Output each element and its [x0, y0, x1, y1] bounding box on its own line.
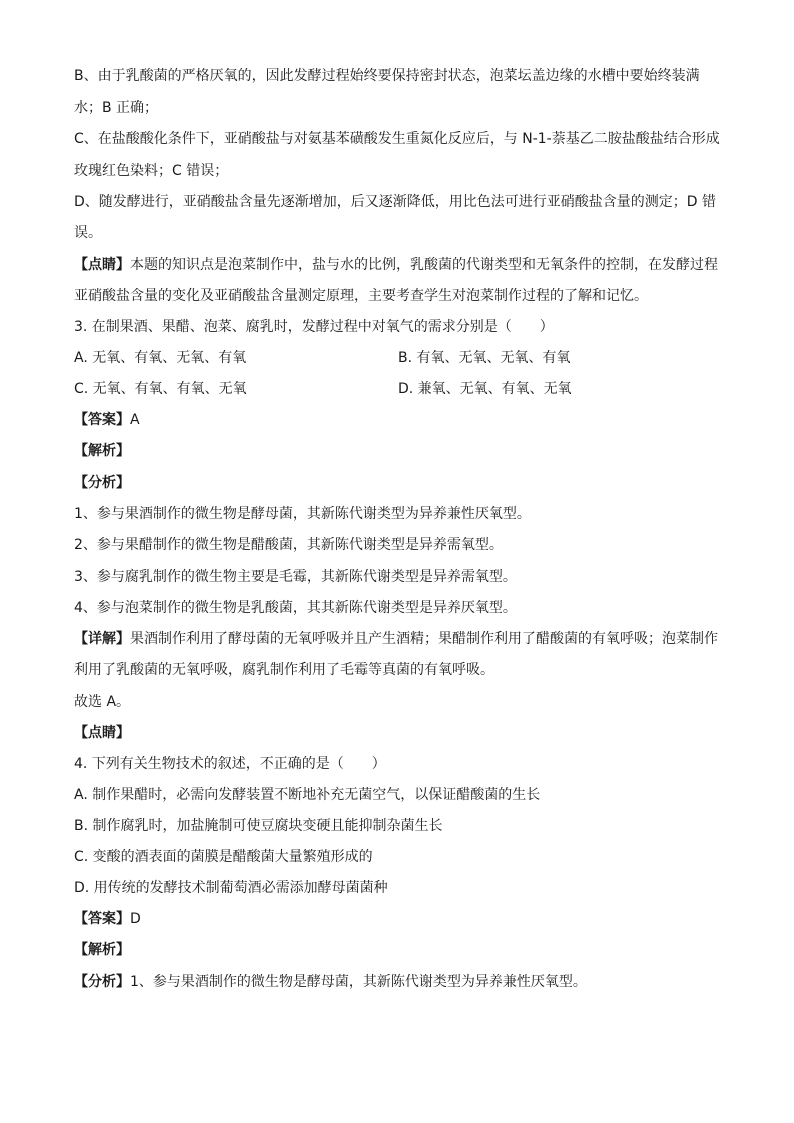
q3-analysis-2: 2、参与果醋制作的微生物是醋酸菌，其新陈代谢类型是异养需氧型。	[74, 537, 503, 553]
answer-tag: 【答案】	[74, 911, 130, 927]
q4-fenxi	[74, 972, 722, 992]
q4-option-d: D. 用传统的发酵技术制葡萄酒必需添加酵母菌菌种	[74, 880, 388, 896]
text-line: C、在盐酸酸化条件下，亚硝酸盐与对氨基苯磺酸发生重氮化反应后，与 N-1-萘基乙二胺盐酸盐结合形成	[74, 131, 720, 147]
q4-jiexi-tag: 【解析】	[74, 942, 130, 958]
q3-detail-cont: 利用了乳酸菌的无氧呼吸，腐乳制作利用了毛霉等真菌的有氧呼吸。	[74, 662, 494, 678]
q3-dianjing-tag: 【点睛】	[74, 725, 130, 741]
answer-value: D	[130, 911, 141, 927]
q3-analysis-3: 3、参与腐乳制作的微生物主要是毛霉，其新陈代谢类型是异养需氧型。	[74, 569, 517, 585]
question-4-stem: 4. 下列有关生物技术的叙述，不正确的是（ ）	[74, 756, 386, 772]
q3-detail	[74, 629, 722, 649]
text-line: B、由于乳酸菌的严格厌氧的，因此发酵过程始终要保持密封状态，泡菜坛盖边缘的水槽中要始终装满	[74, 68, 700, 84]
q4-answer	[74, 909, 722, 929]
text-line: 误。	[74, 225, 102, 241]
q4-option-c: C. 变酸的酒表面的菌膜是醋酸菌大量繁殖形成的	[74, 849, 373, 865]
answer-value: A	[130, 412, 140, 428]
q3-fenxi-tag: 【分析】	[74, 475, 130, 491]
detail-tag: 【详解】	[74, 631, 130, 647]
q3-choose: 故选 A。	[74, 694, 131, 710]
answer-tag: 【答案】	[74, 412, 130, 428]
q3-answer	[74, 410, 722, 430]
q3-analysis-1: 1、参与果酒制作的微生物是酵母菌，其新陈代谢类型为异养兼性厌氧型。	[74, 506, 531, 522]
dianjing-tag: 【点睛】	[74, 257, 130, 273]
q4-option-b: B. 制作腐乳时，加盐腌制可使豆腐块变硬且能抑制杂菌生长	[74, 818, 443, 834]
dianjing-text: 本题的知识点是泡菜制作中，盐与水的比例，乳酸菌的代谢类型和无氧条件的控制，在发酵过程	[130, 257, 718, 273]
q4-option-a: A. 制作果醋时，必需向发酵装置不断地补充无菌空气，以保证醋酸菌的生长	[74, 787, 541, 803]
q3-option-c: C. 无氧、有氧、有氧、无氧	[74, 381, 247, 397]
detail-text: 果酒制作利用了酵母菌的无氧呼吸并且产生酒精；果醋制作利用了醋酸菌的有氧呼吸；泡菜制作	[130, 631, 718, 647]
q3-analysis-4: 4、参与泡菜制作的微生物是乳酸菌，其其新陈代谢类型是异养厌氧型。	[74, 600, 517, 616]
question-3-stem: 3. 在制果酒、果醋、泡菜、腐乳时，发酵过程中对氧气的需求分别是（ ）	[74, 319, 554, 335]
text-line: D、随发酵进行，亚硝酸盐含量先逐渐增加，后又逐渐降低，用比色法可进行亚硝酸盐含量的测定；D 错	[74, 194, 717, 210]
q3-option-a: A. 无氧、有氧、无氧、有氧	[74, 350, 247, 366]
q3-option-b: B. 有氧、无氧、无氧、有氧	[398, 350, 571, 366]
text-line: 玫瑰红色染料；C 错误；	[74, 163, 229, 179]
q3-option-d: D. 兼氧、无氧、有氧、无氧	[398, 381, 572, 397]
dianjing-paragraph	[74, 255, 722, 275]
q3-jiexi-tag: 【解析】	[74, 443, 130, 459]
fenxi-tag: 【分析】	[74, 974, 130, 990]
text-line: 水；B 正确；	[74, 100, 159, 116]
text-line: 亚硝酸盐含量的变化及亚硝酸盐含量测定原理，主要考查学生对泡菜制作过程的了解和记忆。	[74, 288, 648, 304]
fenxi-text: 1、参与果酒制作的微生物是酵母菌，其新陈代谢类型为异养兼性厌氧型。	[130, 974, 587, 990]
